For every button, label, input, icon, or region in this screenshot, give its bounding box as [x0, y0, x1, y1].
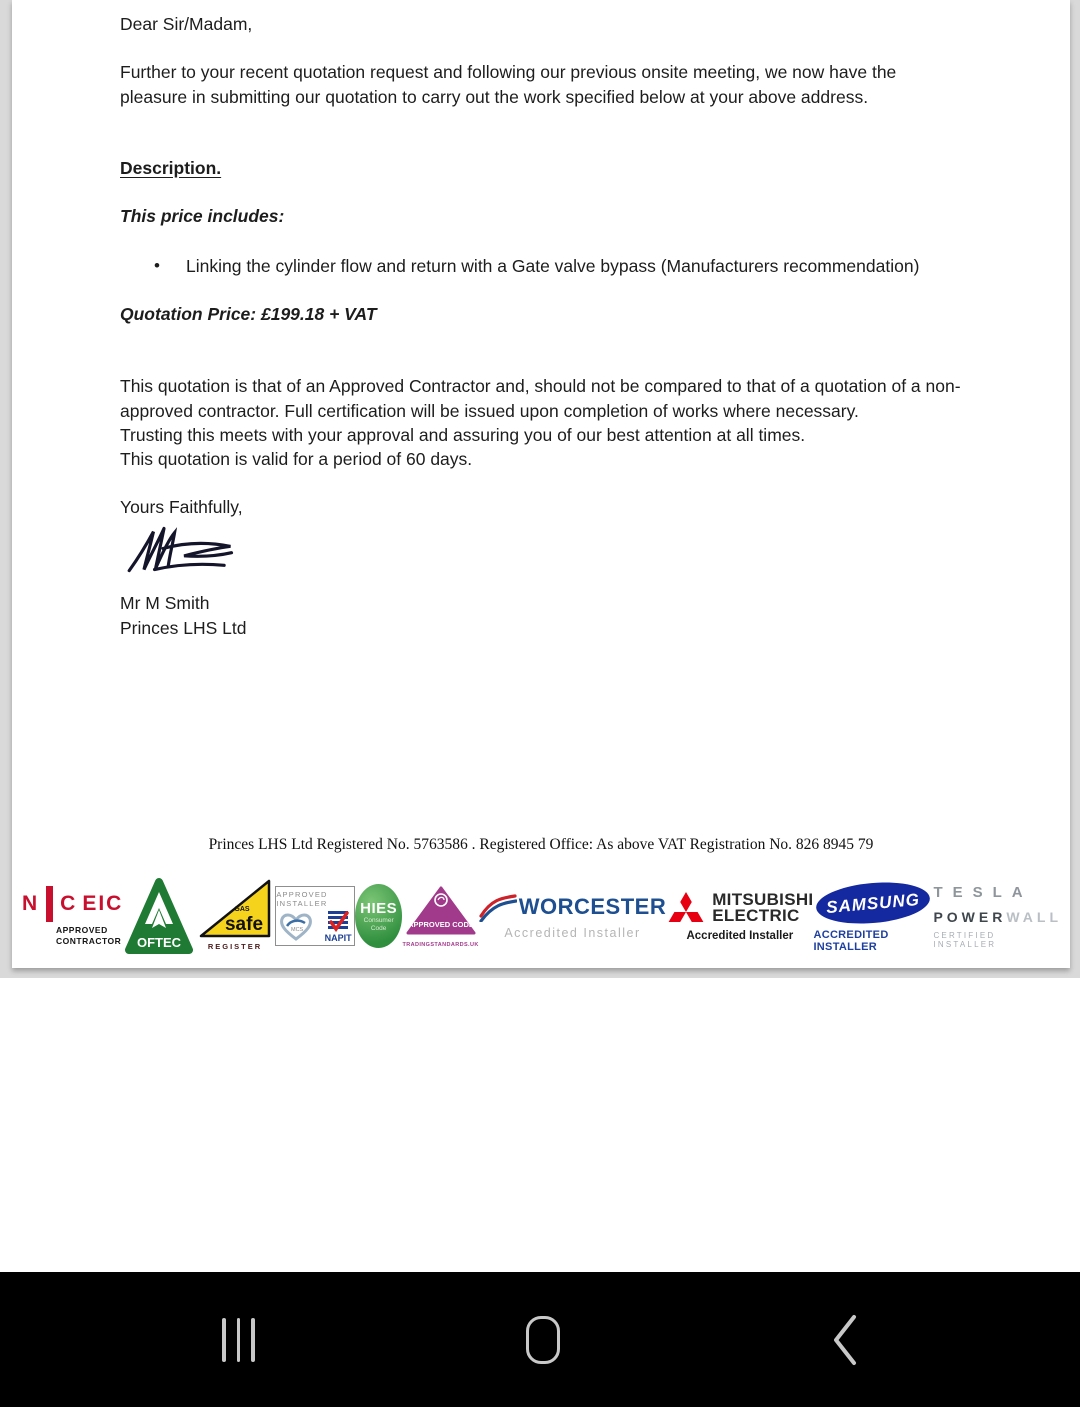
mitsubishi-electric-logo-icon: [666, 891, 813, 942]
napit-mark-icon: [326, 910, 350, 932]
company-registration-line: Princes LHS Ltd Registered No. 5763586 . Registered Office: As above VAT Registration No. 826 8945 79: [208, 836, 874, 853]
android-navigation-bar: [0, 1272, 1080, 1407]
tesla-powerwall-logo-icon: [933, 884, 1062, 949]
gas-safe-register-label: REGISTER: [208, 942, 263, 951]
worcester-logo-icon: [479, 892, 667, 940]
samsung-logo-icon: [813, 880, 933, 953]
signatory-name: Mr M Smith: [120, 593, 210, 613]
approved-code-title: APPROVED CODE: [407, 919, 474, 929]
niceic-mark-left: N: [22, 892, 40, 915]
price-includes-heading: This price includes:: [120, 206, 285, 226]
samsung-brand: SAMSUNG: [825, 889, 922, 917]
tesla-power-label: POWER: [933, 908, 1007, 925]
approved-installer-header: APPROVED INSTALLER: [276, 890, 328, 908]
signatory-company: Princes LHS Ltd: [120, 618, 247, 638]
mitsubishi-accredited-label: Accredited Installer: [686, 929, 794, 942]
intro-paragraph: Further to your recent quotation request and following our previous onsite meeting, we now have the pleasure in submitting our quotation to carry out the work specified below at your above address.: [120, 62, 897, 107]
closing-salutation: Yours Faithfully,: [120, 497, 243, 517]
terms-paragraph-1: This quotation is that of an Approved Contractor and, should not be compared to that of a quotation of a non-approved contractor. Full certification will be issued upon completion of works where necessary.: [120, 376, 961, 421]
approved-code-trading-standards-logo-icon: [402, 885, 478, 948]
home-button[interactable]: [526, 1316, 560, 1364]
tesla-wall-label: WALL: [1006, 908, 1062, 925]
niceic-contractor-label: CONTRACTOR: [56, 935, 122, 946]
mcs-label: MCS: [290, 926, 303, 933]
terms-paragraph-2: Trusting this meets with your approval and assuring you of our best attention at all times.: [120, 425, 806, 445]
mitsubishi-line2: ELECTRIC: [712, 905, 800, 925]
hies-consumer-code-logo-icon: [355, 884, 403, 948]
niceic-approved-label: APPROVED: [56, 925, 108, 935]
terms-paragraph-3: This quotation is valid for a period of 60 days.: [120, 449, 473, 469]
hies-sub-line1: Consumer: [363, 917, 394, 924]
letter-page: [12, 0, 1070, 968]
worcester-brand: WORCESTER: [518, 894, 667, 919]
back-icon: [832, 1313, 858, 1367]
back-button[interactable]: [832, 1313, 858, 1367]
recents-icon: [222, 1318, 226, 1362]
mcs-heart-icon: [279, 912, 313, 942]
samsung-accredited-label: ACCREDITED INSTALLER: [813, 928, 889, 953]
oftec-logo-icon: [123, 876, 195, 956]
niceic-bar-icon: [46, 886, 53, 922]
recents-button[interactable]: [222, 1318, 255, 1362]
quotation-price-line: Quotation Price: £199.18 + VAT: [120, 304, 377, 324]
niceic-mark-right: C: [60, 892, 78, 915]
bullet-icon: •: [154, 256, 160, 275]
oftec-label: OFTEC: [137, 935, 182, 950]
mitsubishi-diamonds-icon: [666, 891, 706, 925]
bullet-text: Linking the cylinder flow and return with a Gate valve bypass (Manufacturers recommendation): [186, 256, 920, 276]
salutation: Dear Sir/Madam,: [120, 14, 253, 34]
napit-label: NAPIT: [324, 933, 352, 943]
tesla-brand: TESLA: [933, 883, 1033, 901]
niceic-logo-icon: [22, 886, 123, 946]
tesla-certified-label: CERTIFIED INSTALLER: [933, 930, 997, 949]
mcs-napit-approved-installer-logo-icon: [275, 886, 354, 946]
accreditation-logos-row: [22, 870, 1062, 962]
description-heading: Description.: [120, 158, 222, 178]
gas-safe-register-logo-icon: [195, 878, 275, 954]
home-icon: [526, 1316, 560, 1364]
gas-safe-gas-label: GAS: [234, 906, 250, 913]
worcester-accredited-label: Accredited Installer: [504, 926, 641, 940]
trading-standards-label: TRADINGSTANDARDS.UK: [402, 941, 479, 948]
mitsubishi-line1: MITSUBISHI: [712, 889, 814, 909]
hies-sub-line2: Code: [370, 924, 387, 932]
hies-name: HIES: [360, 900, 398, 917]
gas-safe-safe-label: safe: [225, 914, 264, 935]
niceic-mark-suffix: EIC: [82, 892, 124, 915]
bullet-item: [154, 254, 994, 279]
worcester-wave-icon: [479, 892, 517, 922]
signature-scribble: [124, 520, 242, 578]
